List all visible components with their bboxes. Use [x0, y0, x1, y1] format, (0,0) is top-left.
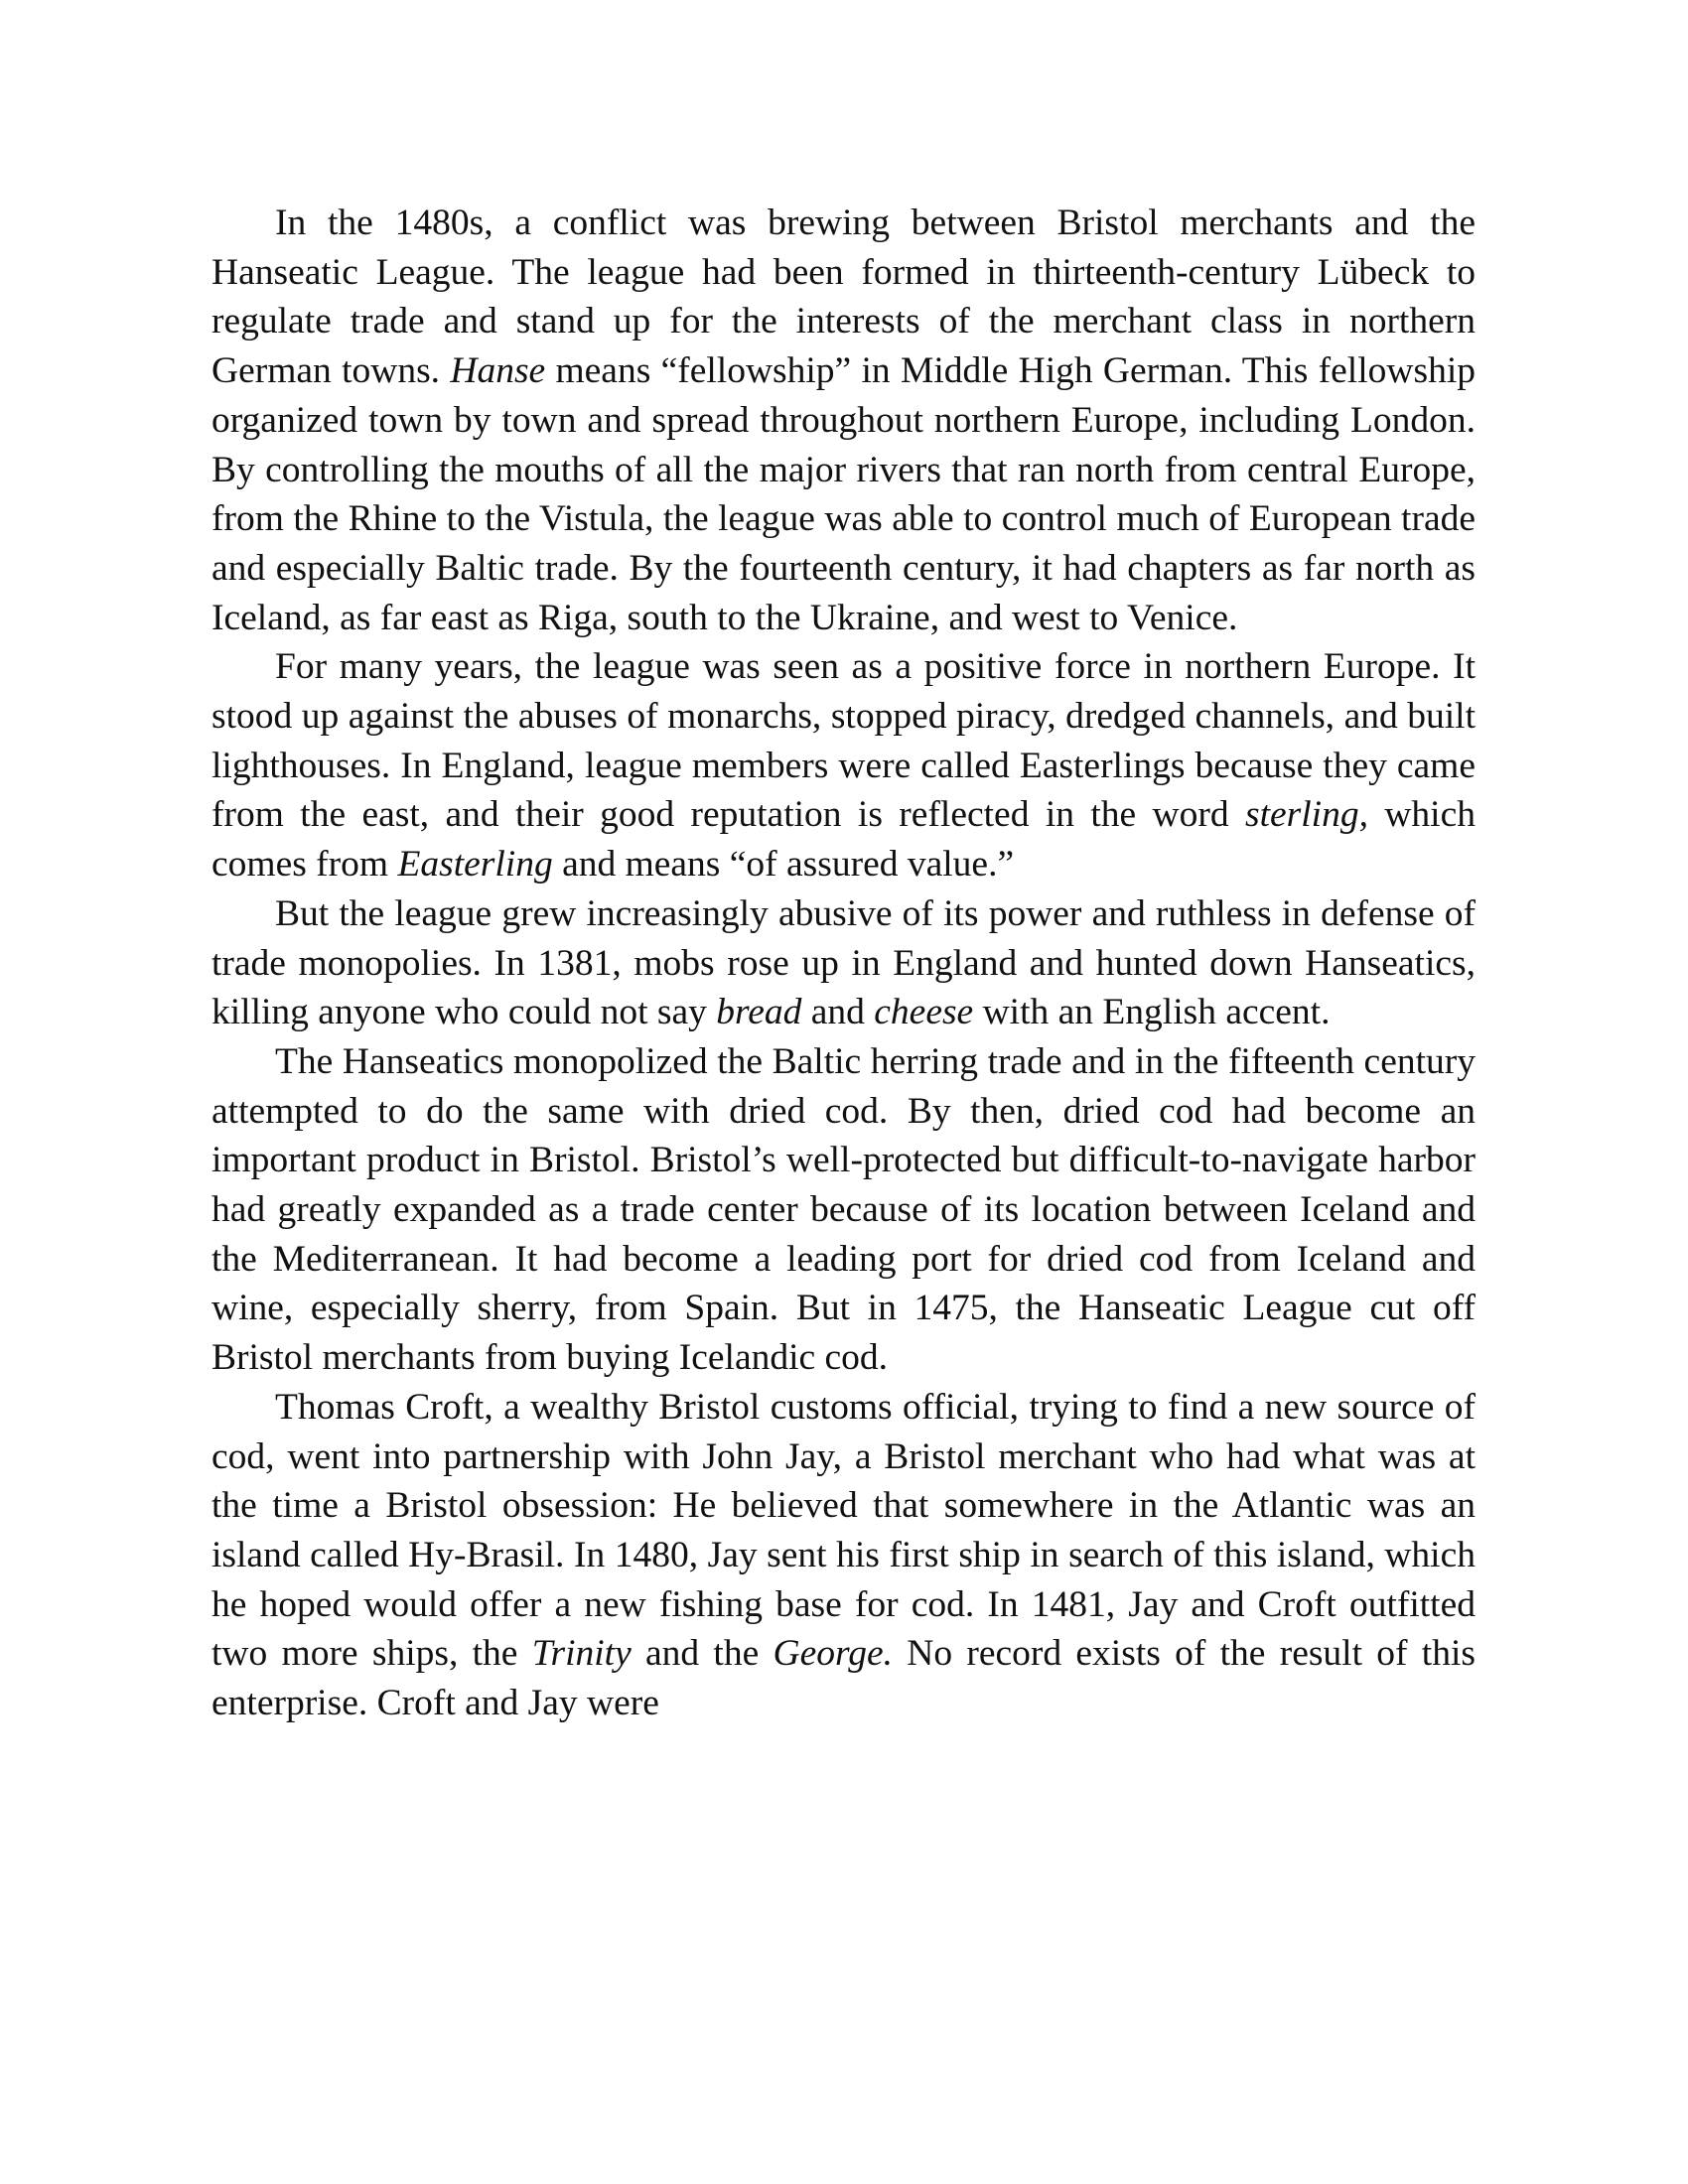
paragraph-3 [211, 889, 1476, 1037]
italic-term-bread: bread [716, 992, 802, 1033]
italic-term-sterling: sterling, [1245, 794, 1368, 836]
paragraph-1 [211, 199, 1476, 642]
text-segment: But the league grew increasingly abusive of its power and ruthless in defense of trade monopolies. In 1381, mobs rose up in England and hunted down Hanseatics, killing anyone who could not say [211, 892, 1476, 1033]
text-segment: with an English accent. [973, 992, 1331, 1033]
paragraph-5 [211, 1383, 1476, 1728]
italic-term-easterling: Easterling [397, 844, 553, 886]
text-segment: For many years, the league was seen as a positive force in northern Europe. It stood up against the abuses of monarchs, stopped piracy, dredged channels, and built lighthouses. In England, league members were called Easterlings because they came from the east, and their good reputation is reflected in the word [211, 646, 1476, 836]
italic-ship-george: George. [773, 1633, 893, 1675]
text-segment: Thomas Croft, a wealthy Bristol customs official, trying to find a new source of cod, went into partnership with John Jay, a Bristol merchant who had what was at the time a Bristol obsession: He believed that somewhere in the Atlantic was an island called Hy-Brasil. In 1480, Jay sent his first ship in search of this island, which he hoped would offer a new fishing base for cod. In 1481, Jay and Croft outfitted two more ships, the [211, 1386, 1476, 1675]
paragraph-4 [211, 1037, 1476, 1383]
italic-ship-trinity: Trinity [531, 1633, 632, 1675]
italic-term-hanse: Hanse [450, 350, 546, 392]
text-segment: which comes from [211, 794, 1476, 886]
text-segment: The Hanseatics monopolized the Baltic herring trade and in the fifteenth century attempted to do the same with dried cod. By then, dried cod had become an important product in Bristol. Bristol’s well-protected but difficult-to-navigate harbor had greatly expanded as a trade center because of its location between Iceland and the Mediterranean. It had become a leading port for dried cod from Iceland and wine, especially sherry, from Spain. But in 1475, the Hanseatic League cut off Bristol merchants from buying Icelandic cod. [211, 1040, 1476, 1379]
text-segment: No record exists of the result of this enterprise. Croft and Jay were [211, 1633, 1476, 1724]
document-page [211, 199, 1476, 1728]
text-segment: and means “of assured value.” [552, 844, 1015, 886]
text-segment: and the [631, 1633, 774, 1675]
text-segment: and [801, 992, 875, 1033]
text-segment: means “fellowship” in Middle High German. This fellowship organized town by town and spread throughout northern Europe, including London. By controlling the mouths of all the major rivers that ran north from central Europe, from the Rhine to the Vistula, the league was able to control much of European trade and especially Baltic trade. By the fourteenth century, it had chapters as far north as Iceland, as far east as Riga, south to the Ukraine, and west to Venice. [211, 350, 1476, 638]
text-segment: In the 1480s, a conflict was brewing between Bristol merchants and the Hanseatic League. The league had been formed in thirteenth-century Lübeck to regulate trade and stand up for the interests of the merchant class in northern German towns. [211, 203, 1476, 392]
paragraph-2 [211, 642, 1476, 889]
italic-term-cheese: cheese [874, 992, 974, 1033]
